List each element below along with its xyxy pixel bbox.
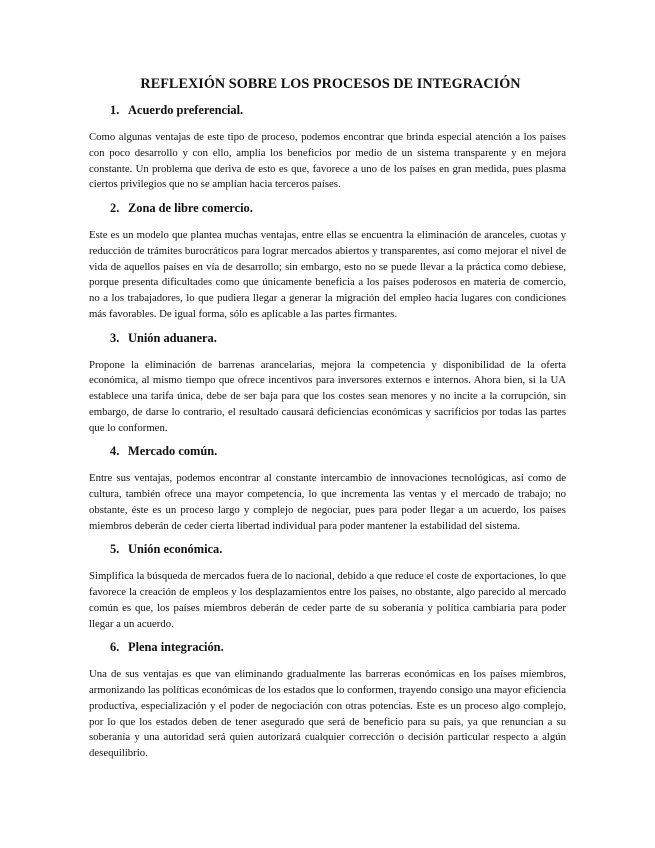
section-body: Propone la eliminación de barrenas arancelarias, mejora la competencia y disponibilidad de la oferta económica, al mismo tiempo que ofrece incentivos para inversores externos e internos. Ahora bien, si la UA establece una tarifa única, debe de ser baja para que los costes sean menores y no incite a la corrupción, sin embargo, de darse lo contrario, el resultado causará deficiencias económicas y sacrificios por todas las partes que lo conformen. [89,358,566,434]
section-number: 5. [110,542,120,557]
section-body: Este es un modelo que plantea muchas ventajas, entre ellas se encuentra la eliminación de aranceles, cuotas y reducción de trámites burocráticos para lograr mercados abiertos y transparentes, así como mejorar el nivel de vida de aquellos países en vía de desarrollo; sin embargo, esto no se puede llevar a la práctica como debiese, porque presenta dificultades como que únicamente beneficia a los países poderosos en materia de comercio, no a los trabajadores, lo que pudiera llegar a generar la migración del empleo hacia lugares con condiciones más favorables. De igual forma, sólo es aplicable a las partes firmantes. [89,229,566,320]
section-heading-text: Zona de libre comercio. [128,201,253,215]
section-number: 1. [110,103,120,117]
section-number: 6. [110,640,120,655]
section-number: 2. [110,201,120,215]
section-heading-text: Unión económica. [128,542,223,557]
section-heading-text: Plena integración. [128,640,224,655]
section-heading-text: Unión aduanera. [128,330,217,345]
section-heading [110,201,566,216]
section-body: Una de sus ventajas es que van eliminando gradualmente las barreras económicas en los países miembros, armonizando las políticas económicas de los estados que lo conformen, trayendo consigo una mayor eficiencia productiva, especialización y el poder de negociación con otras potencias. Este es un proceso algo complejo, por lo que los estados deben de tener asegurado que será de beneficio para su país, ya que renuncian a su soberanía y una autoridad será quien autorizará cualquier corrección o decisión particular respecto a algún desequilibrio. [89,668,566,759]
section-heading [110,444,566,459]
section-2 [89,201,566,323]
section-heading [110,103,566,118]
section-body: Entre sus ventajas, podemos encontrar al constante intercambio de innovaciones tecnológicas, así como de cultura, también ofrece una mayor competencia, lo que incrementa las ventas y el mercado de trabajo; no obstante, éste es un proceso largo y complejo de negociar, pues para poder llegar a un acuerdo, los países miembros deberán de ceder cierta libertad individual para poder mantener la estabilidad del sistema. [89,472,566,532]
document-title: REFLEXIÓN SOBRE LOS PROCESOS DE INTEGRACIÓN [140,76,521,92]
section-heading [110,331,566,346]
section-heading [110,542,566,557]
section-body: Simplifica la búsqueda de mercados fuera de lo nacional, debido a que reduce el coste de exportaciones, lo que favorece la creación de empleos y los desplazamientos entre los países, no obstante, algo parecido al mercado común es que, los países miembros deberán de ceder parte de su soberanía y política cambiaria para poder llegar a un acuerdo. [89,570,566,630]
section-heading [110,640,566,655]
section-heading-text: Mercado común. [128,444,218,459]
section-4 [89,444,566,534]
section-3 [89,331,566,437]
section-body: Como algunas ventajas de este tipo de proceso, podemos encontrar que brinda especial atención a los países con poco desarrollo y con ello, amplía los beneficios por medio de un sistema transparente y en mejora constante. Un problema que deriva de esto es que, favorece a uno de los países en gran medida, pues plasma ciertos privilegios que no se amplían hacia terceros países. [89,131,566,191]
section-number: 4. [110,444,120,459]
section-6 [89,640,566,762]
section-heading-text: Acuerdo preferencial. [128,103,244,117]
section-5 [89,542,566,632]
section-1 [89,103,566,193]
section-number: 3. [110,330,120,345]
